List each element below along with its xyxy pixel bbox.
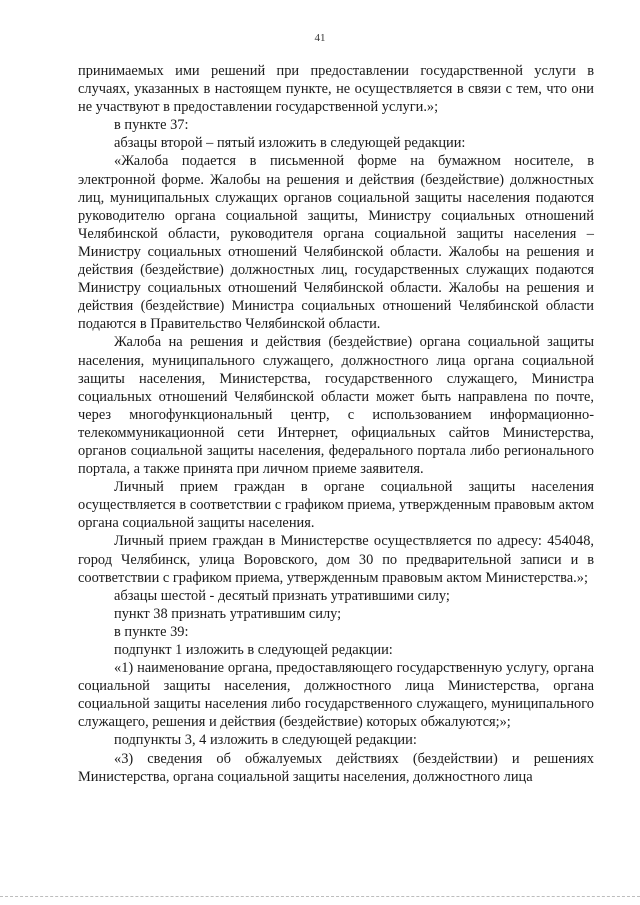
paragraph-7: Личный прием граждан в Министерстве осуществляется по адресу: 454048, город Челябинск, улица Воровского, дом 30 по предварительной записи и в соответствии с графиком приема, утвержденным правовым актом Министерства.»; xyxy=(78,533,594,586)
paragraph-11: подпункт 1 изложить в следующей редакции: xyxy=(114,642,393,658)
paragraph-3: абзацы второй – пятый изложить в следующей редакции: xyxy=(114,135,466,152)
paragraph-4: «Жалоба подается в письменной форме на бумажном носителе, в электронной форме. Жалобы на решения и действия (бездействие) должностных лиц, муниципальных служащих органов социальной защиты населения подаются руководителю органа социальной защиты, Министру социальных отношений Челябинской области, руководителя органа социальной защиты населения – Министру социальных отношений Челябинской области. Жалобы на решения и действия (бездействие) должностных лиц, государственных служащих подаются Министру социальных отношений Челябинской области. Жалобы на решения и действия (бездействие) Министра социальных отношений Челябинской области подаются в Правительство Челябинской области. xyxy=(78,153,594,333)
paragraph-14: «3) сведения об обжалуемых действиях (бездействии) и решениях Министерства, органа социальной защиты населения, должностного лица xyxy=(78,750,594,785)
page-number: 41 xyxy=(314,32,326,44)
paragraph-12: «1) наименование органа, предоставляющего государственную услугу, органа социальной защиты населения, должностного лица Министерства, органа социальной защиты населения либо государственного служащего, муниципального служащего, решения и действия (бездействие) которых обжалуются;»; xyxy=(78,660,594,731)
paragraph-8: абзацы шестой - десятый признать утратившими силу; xyxy=(114,587,450,604)
paragraph-10: в пункте 39: xyxy=(114,623,189,640)
paragraph-6: Личный прием граждан в органе социальной защиты населения осуществляется в соответствии с графиком приема, утвержденным правовым актом органа социальной защиты населения. xyxy=(78,479,594,532)
document-body xyxy=(78,62,594,786)
paragraph-5: Жалоба на решения и действия (бездействие) органа социальной защиты населения, муниципального служащего, должностного лица органа социальной защиты населения, Министерства, государственного служащего, Министра социальных отношений Челябинской области может быть направлена по почте, через многофункциональный центр, с использованием информационно-телекоммуникационной сети Интернет, официальных сайтов Министерства, органов социальной защиты населения, федерального портала либо регионального портала, а также принята при личном приеме заявителя. xyxy=(78,334,594,478)
paragraph-13: подпункты 3, 4 изложить в следующей редакции: xyxy=(114,732,417,749)
scan-footer-rule xyxy=(0,896,640,897)
paragraph-9: пункт 38 признать утратившим силу; xyxy=(114,605,342,622)
paragraph-1: принимаемых ими решений при предоставлении государственной услуги в случаях, указанных в настоящем пункте, не осуществляется в связи с тем, что они не участвуют в предоставлении государственной услуги.»; xyxy=(78,63,594,116)
paragraph-2: в пункте 37: xyxy=(114,117,189,134)
